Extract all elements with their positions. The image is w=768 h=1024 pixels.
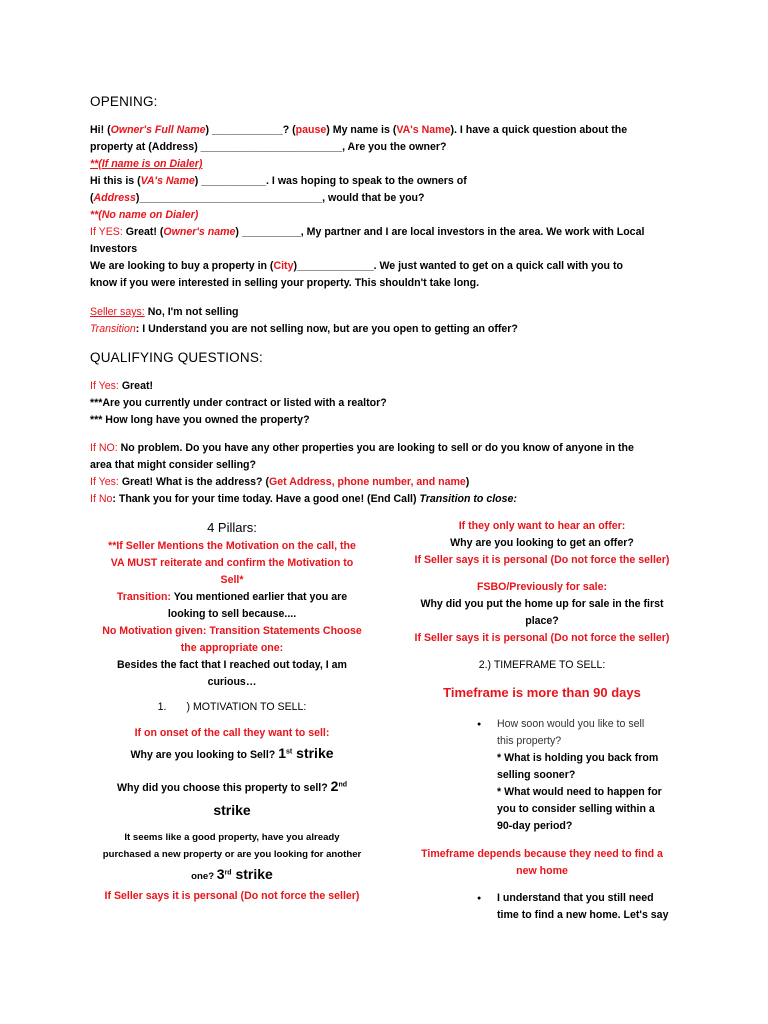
address-placeholder: Address xyxy=(93,192,136,204)
text: this property? xyxy=(497,735,562,747)
text: 90-day period? xyxy=(497,820,573,832)
qualifying-no-block xyxy=(90,440,675,508)
opening-line-2: property at (Address) ________________________, Are you the owner? xyxy=(90,141,447,153)
text: I understand that you still need xyxy=(497,892,654,904)
fsbo-title: FSBO/Previously for sale: xyxy=(476,581,608,593)
if-yes-address-line xyxy=(90,474,675,491)
offer-question: Why are you looking to get an offer? xyxy=(450,537,634,549)
owner-name-placeholder: Owner's name xyxy=(163,226,236,238)
ordinal: rd xyxy=(224,869,232,877)
transition-to-close: Transition to close: xyxy=(419,493,517,505)
no-motivation-note-2: the appropriate one: xyxy=(180,642,284,654)
text: No problem. Do you have any other properties you are looking to sell or do you know of anyone in the xyxy=(117,442,634,454)
seems-line-2: purchased a new property or are you looking for another xyxy=(102,849,362,860)
seems-line-1: It seems like a good property, have you already xyxy=(124,832,340,843)
motivation-note-1: **If Seller Mentions the Motivation on the call, the xyxy=(108,540,356,552)
opening-line-9 xyxy=(90,258,675,275)
third-strike-line xyxy=(82,863,382,888)
if-no-label: If NO: xyxy=(90,442,118,454)
text: ) ___________. I was hoping to speak to the owners of xyxy=(194,175,467,187)
list-item xyxy=(477,716,677,835)
fsbo-question-2: place? xyxy=(525,615,559,627)
text: How soon would you like to sell xyxy=(497,718,645,730)
text: We are looking to buy a property in ( xyxy=(90,260,274,272)
list-item xyxy=(477,890,677,924)
text: : Thank you for your time today. Have a good one! (End Call) xyxy=(112,493,420,505)
qualifying-yes-block xyxy=(90,378,675,429)
question-ownership-length: *** How long have you owned the property? xyxy=(90,414,310,426)
if-no-line xyxy=(90,440,675,457)
va-name-placeholder: VA's Name xyxy=(396,124,451,136)
owner-full-name-placeholder: Owner's Full Name xyxy=(110,124,206,136)
no-dialer-name-note: **(No name on Dialer) xyxy=(90,209,199,221)
text: Hi this is ( xyxy=(90,175,141,187)
text: ) My name is ( xyxy=(326,124,397,136)
seller-says-line xyxy=(90,304,675,321)
if-no-line-2: area that might consider selling? xyxy=(90,459,257,471)
text: ( xyxy=(90,192,94,204)
pause-cue: pause xyxy=(295,124,327,136)
besides-line-2: curious… xyxy=(207,676,257,688)
no-motivation-note-1: No Motivation given: Transition Statements Choose xyxy=(102,625,362,637)
text: time to find a new home. Let's say xyxy=(497,909,669,921)
text: ) xyxy=(465,476,470,488)
timeframe-depends-block xyxy=(392,846,692,880)
question-under-contract: ***Are you currently under contract or listed with a realtor? xyxy=(90,397,387,409)
ordinal: nd xyxy=(338,781,348,789)
city-placeholder: City xyxy=(273,260,294,272)
onset-note: If on onset of the call they want to sell: xyxy=(134,727,330,739)
first-strike-line xyxy=(82,742,382,766)
text: Why are you looking to Sell? xyxy=(130,749,279,761)
dialer-name-note: **(If name is on Dialer) xyxy=(90,158,203,170)
second-strike-line xyxy=(82,775,382,799)
text: * What would need to happen for xyxy=(497,786,662,798)
if-yes-label: If Yes: xyxy=(90,476,119,488)
list-number: 1. xyxy=(157,701,167,713)
four-pillars-column xyxy=(82,518,382,905)
text: No, I'm not selling xyxy=(144,306,239,318)
text: Great! What is the address? ( xyxy=(118,476,269,488)
seller-says-label: Seller says: xyxy=(90,306,145,318)
personal-note: If Seller says it is personal (Do not force the seller) xyxy=(104,890,360,902)
timeframe-heading: 2.) TIMEFRAME TO SELL: xyxy=(478,659,606,671)
motivation-note-2: VA MUST reiterate and confirm the Motivation to xyxy=(110,557,354,569)
bullet-icon: ● xyxy=(477,721,482,728)
text: ) MOTIVATION TO SELL: xyxy=(186,701,307,713)
strike-number: 1 xyxy=(278,745,287,761)
personal-note-1: If Seller says it is personal (Do not force the seller) xyxy=(414,554,670,566)
personal-note-2: If Seller says it is personal (Do not force the seller) xyxy=(414,632,670,644)
timeframe-bullets xyxy=(477,716,677,835)
if-no-end-call-line xyxy=(90,491,675,508)
text: one? xyxy=(191,871,217,882)
qualifying-heading: QUALIFYING QUESTIONS: xyxy=(90,350,263,365)
text: selling sooner? xyxy=(497,769,576,781)
text: you to consider selling within a xyxy=(497,803,655,815)
transition-label: Transition: xyxy=(116,591,171,603)
strike-word: strike xyxy=(292,745,334,761)
text: You mentioned earlier that you are xyxy=(170,591,348,603)
opening-line-4 xyxy=(90,173,675,190)
transition-line-2: looking to sell because.... xyxy=(167,608,297,620)
right-column xyxy=(392,518,692,703)
opening-line-8: Investors xyxy=(90,243,138,255)
if-yes-line xyxy=(90,378,675,395)
depends-line-2: new home xyxy=(516,865,568,877)
motivation-note-3: Sell* xyxy=(220,574,244,586)
depends-line-1: Timeframe depends because they need to find a xyxy=(421,848,663,860)
strike-number: 2 xyxy=(330,778,339,794)
opening-paragraph xyxy=(90,122,675,292)
text: Great! xyxy=(118,380,154,392)
text: * What is holding you back from xyxy=(497,752,659,764)
transition-line xyxy=(82,589,382,606)
opening-line-10: know if you were interested in selling your property. This shouldn't take long. xyxy=(90,277,480,289)
objection-block xyxy=(90,304,675,338)
text: ) __________, My partner and I are local investors in the area. We work with Local xyxy=(235,226,645,238)
strike-number: 3 xyxy=(216,866,225,882)
timeframe-bullets-2 xyxy=(477,890,677,924)
opening-heading: OPENING: xyxy=(90,94,158,109)
fsbo-question-1: Why did you put the home up for sale in the first xyxy=(420,598,664,610)
text: ) ____________? ( xyxy=(205,124,296,136)
if-yes-label: If YES: xyxy=(90,226,123,238)
text: )_______________________________, would that be you? xyxy=(135,192,425,204)
text: Great! ( xyxy=(122,226,164,238)
text: Hi! ( xyxy=(90,124,111,136)
opening-line-7 xyxy=(90,224,675,241)
va-name-placeholder: VA's Name xyxy=(140,175,195,187)
opening-line-1 xyxy=(90,122,675,139)
ordinal: st xyxy=(286,748,293,756)
text: : I Understand you are not selling now, but are you open to getting an offer? xyxy=(135,323,518,335)
second-strike-word: strike xyxy=(213,802,251,818)
offer-title: If they only want to hear an offer: xyxy=(458,520,626,532)
text: ). I have a quick question about the xyxy=(450,124,628,136)
get-address-instruction: Get Address, phone number, and name xyxy=(268,476,466,488)
strike-word: strike xyxy=(231,866,273,882)
besides-line-1: Besides the fact that I reached out today, I am xyxy=(117,659,347,671)
if-yes-label: If Yes: xyxy=(90,380,119,392)
bullet-icon: ● xyxy=(477,895,482,902)
transition-line xyxy=(90,321,675,338)
timeframe-more-than-90: Timeframe is more than 90 days xyxy=(443,685,641,700)
text: )_____________. We just wanted to get on a quick call with you to xyxy=(293,260,623,272)
motivation-heading xyxy=(82,699,382,716)
if-no-label: If No xyxy=(90,493,113,505)
opening-line-5 xyxy=(90,190,675,207)
text: Why did you choose this property to sell? xyxy=(116,782,331,794)
four-pillars-title: 4 Pillars: xyxy=(207,520,257,535)
transition-label: Transition xyxy=(90,323,136,335)
